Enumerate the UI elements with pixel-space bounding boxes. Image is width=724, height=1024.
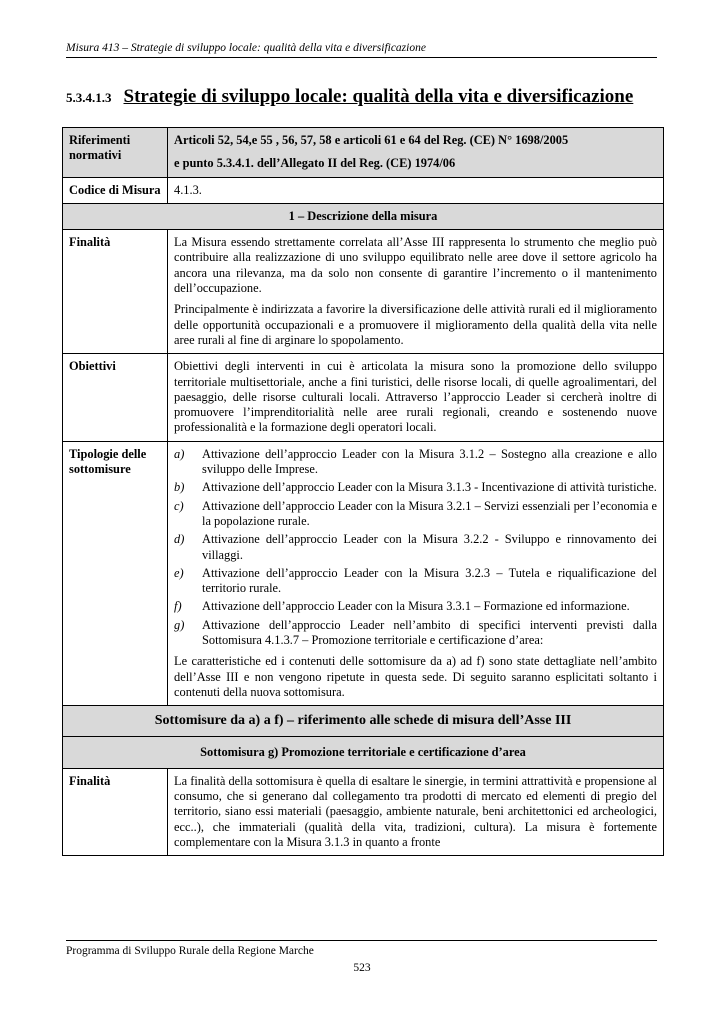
row-finalita (63, 230, 664, 354)
band-sottomisure-af: Sottomisure da a) a f) – riferimento alle schede di misura dell’Asse III (63, 706, 664, 736)
finalita-label: Finalità (63, 230, 168, 354)
finalita-paragraph-2: Principalmente è indirizzata a favorire la diversificazione delle attività rurali ed il miglioramento delle opportunità occupazionali e a promuovere il miglioramento della qualità della vita nelle aree rurali al fine di arginare lo spopolamento. (174, 302, 657, 347)
finalita-g-paragraph: La finalità della sottomisura è quella di esaltare le sinergie, in termini attrattività e propensione al consumo, che si generano dal collegamento tra prodotti di mercato ed elementi di pregio del territorio, siano essi materiali (paesaggio, ambiente naturale, beni architettonici ed archeologici, ecc..), che immateriali (qualità della vita, tradizioni, cultura). La misura è fortemente complementare con la Misura 3.1.3 in quanto a fronte (174, 773, 657, 849)
finalita-content (168, 230, 664, 354)
finalita-g-label: Finalità (63, 768, 168, 855)
list-letter: g) (174, 617, 185, 632)
section-heading (66, 86, 657, 108)
riferimenti-line-1: Articoli 52, 54,e 55 , 56, 57, 58 e articoli 61 e 64 del Reg. (CE) N° 1698/2005 (174, 133, 569, 147)
tipologie-note: Le caratteristiche ed i contenuti delle sottomisure da a) ad f) sono state dettagliate nell’ambito dell’Asse III e non vengono ripetute in questa sede. Di seguito saranno esplicitati soltanto i contenuti della nuova sottomisura. (174, 654, 657, 699)
row-descrizione-heading (63, 203, 664, 229)
riferimenti-line-2: e punto 5.3.4.1. dell’Allegato II del Reg. (CE) 1974/06 (174, 156, 456, 171)
list-text: Attivazione dell’approccio Leader con la Misura 3.2.3 – Tutela e riqualificazione del territorio rurale. (202, 565, 657, 596)
list-item (174, 532, 657, 563)
page-number: 523 (353, 962, 371, 974)
section-number: 5.3.4.1.3 (66, 90, 112, 105)
riferimenti-label: Riferimenti normativi (63, 128, 168, 178)
row-obiettivi (63, 354, 664, 441)
section-title: Strategie di sviluppo locale: qualità della vita e diversificazione (123, 86, 634, 107)
obiettivi-label: Obiettivi (63, 354, 168, 441)
codice-value: 4.1.3. (168, 177, 664, 203)
list-letter: d) (174, 532, 185, 547)
list-letter: a) (174, 446, 185, 461)
list-item (174, 480, 657, 495)
obiettivi-paragraph: Obiettivi degli interventi in cui è articolata la misura sono la promozione dello sviluppo territoriale multisettoriale, anche a fini turistici, delle risorse locali, di quelle agroalimentari, del paesaggio, delle risorse culturali locali. Attraverso l’approccio Leader si cercherà inoltre di promuovere l’imprenditorialità nelle aree rurali regionali, creando e sostenendo nuove professionalità e la formazione degli operatori locali. (174, 359, 657, 435)
list-letter: e) (174, 565, 184, 580)
codice-label: Codice di Misura (63, 177, 168, 203)
row-finalita-g (63, 768, 664, 855)
row-codice (63, 177, 664, 203)
band-sottomisura-g: Sottomisura g) Promozione territoriale e certificazione d’area (63, 736, 664, 768)
list-item (174, 566, 657, 597)
list-letter: c) (174, 498, 184, 513)
tipologie-content (168, 441, 664, 705)
finalita-g-content (168, 768, 664, 855)
list-item (174, 499, 657, 530)
list-item (174, 447, 657, 478)
row-band-g (63, 736, 664, 768)
row-band-af (63, 706, 664, 736)
descrizione-heading: 1 – Descrizione della misura (63, 203, 664, 229)
list-letter: b) (174, 480, 185, 495)
list-item (174, 618, 657, 649)
list-letter: f) (174, 599, 182, 614)
tipologie-label: Tipologie delle sottomisure (63, 441, 168, 705)
finalita-paragraph-1: La Misura essendo strettamente correlata all’Asse III rappresenta lo strumento che meglio può contribuire alla realizzazione di uno sviluppo equilibrato nelle aree dove il settore agricolo ha ancora una rilevanza, ma da solo non consente di garantire l’incremento o il mantenimento dell’occupazione. (174, 235, 657, 296)
list-text: Attivazione dell’approccio Leader con la Misura 3.3.1 – Formazione ed informazione. (202, 599, 630, 614)
list-text: Attivazione dell’approccio Leader con la Misura 3.1.3 - Incentivazione di attività turistiche. (202, 480, 657, 495)
list-text: Attivazione dell’approccio Leader con la Misura 3.2.1 – Servizi essenziali per l’economia e la popolazione rurale. (202, 498, 657, 528)
running-footer: Programma di Sviluppo Rurale della Regione Marche (66, 940, 657, 957)
measure-table (62, 127, 664, 856)
riferimenti-value (168, 128, 664, 178)
list-text: Attivazione dell’approccio Leader con la Misura 3.1.2 – Sostegno alla creazione e allo sviluppo delle Imprese. (202, 446, 657, 477)
row-riferimenti (63, 128, 664, 178)
list-text: Attivazione dell’approccio Leader con la Misura 3.2.2 - Sviluppo e rinnovamento dei villaggi. (202, 532, 657, 562)
running-header: Misura 413 – Strategie di sviluppo locale: qualità della vita e diversificazione (66, 42, 657, 58)
list-text: Attivazione dell’approccio Leader nell’ambito di specifici interventi previsti dalla Sottomisura 4.1.3.7 – Promozione territoriale e certificazione d’area: (202, 617, 657, 648)
row-tipologie (63, 441, 664, 705)
obiettivi-content (168, 354, 664, 441)
list-item (174, 599, 657, 614)
